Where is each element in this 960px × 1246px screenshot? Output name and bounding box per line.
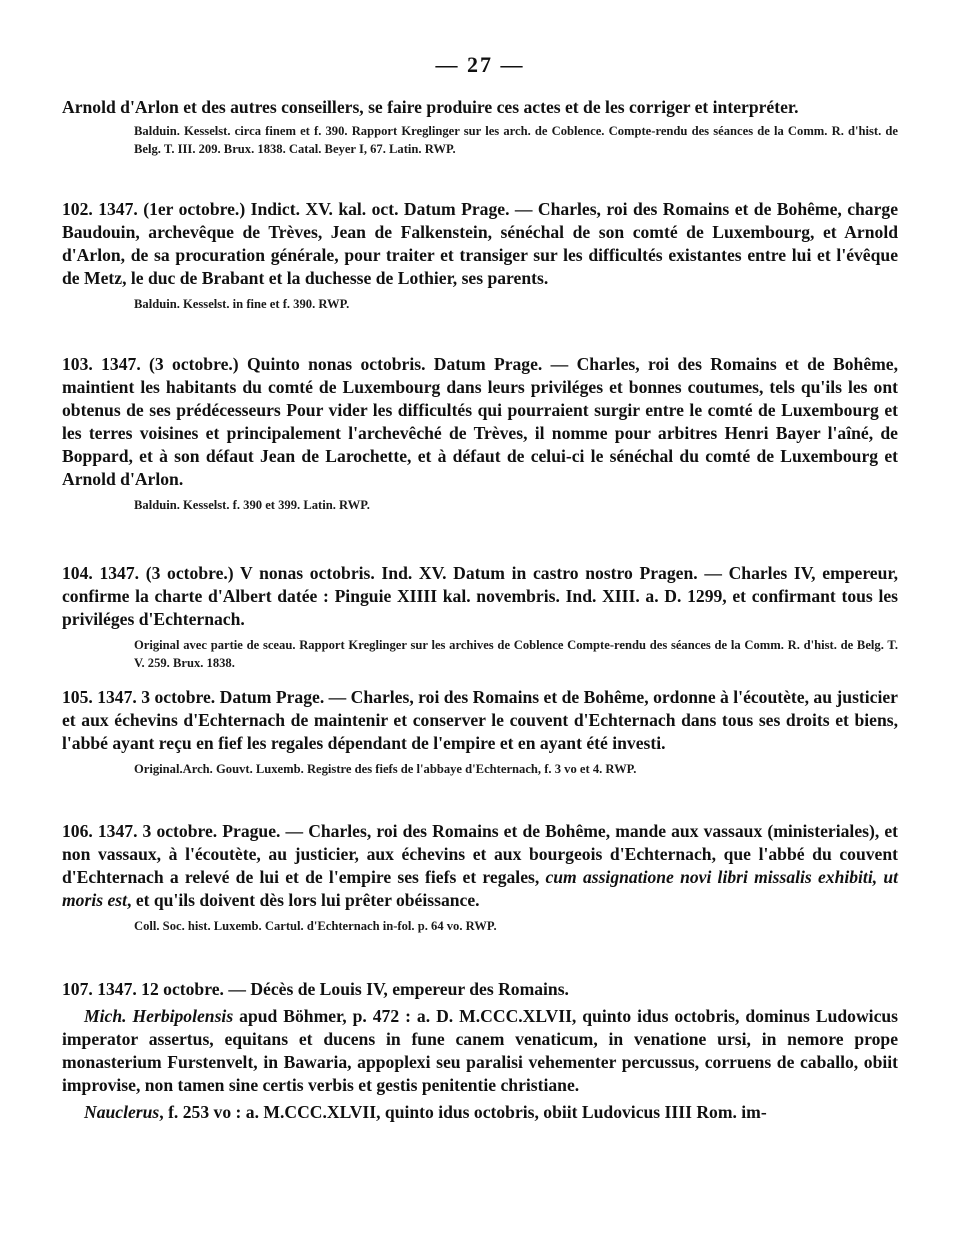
entry-heading: 103. 1347. (3 octobre.) Quinto nonas octobris. Datum Prage. [62, 354, 543, 374]
entry-104 [62, 562, 898, 672]
entry-source: Balduin. Kesselst. f. 390 et 399. Latin. RWP. [134, 498, 370, 512]
entry-text [62, 686, 898, 755]
page-number: — 27 — [435, 52, 525, 77]
entry-continuation [62, 96, 898, 158]
entry-text: Arnold d'Arlon et des autres conseillers, se faire produire ces actes et de les corriger et interpréter. [62, 97, 799, 117]
quote-author: Mich. Herbipolensis [84, 1006, 234, 1026]
entry-103 [62, 353, 898, 514]
entry-heading: 102. 1347. (1er octobre.) Indict. XV. kal. oct. Datum Prage. [62, 199, 510, 219]
entry-107 [62, 978, 898, 1124]
quote-text: apud Böhmer, p. 472 : a. D. M.CCC.XLVII, quinto idus octobris, dominus Ludowicus imperator assertus, equitans et ducens in fune canem venaticum, in venatione ursi, in nemore prope monasterium Furstenvelt, in Bawaria, appoplexi seu paralisi vehementer percussus, corruens de caballo, obiit improvise, non tamen sine certis verbis et gestis penitentie christiane. [62, 1006, 899, 1095]
entry-body: — Charles, roi des Romains et de Bohême, maintient les habitants du comté de Luxembourg dans leurs priviléges et bonnes coutumes, tels qu'ils les ont obtenus de ses prédécesseurs Pour vider les difficultés qui pourraient surgir entre le comté de Luxembourg et les terres voisines et principalement l'archevêché de Trèves, il nomme pour arbitres Henri Bayer l'aîné, de Boppard, et à son défaut Jean de Larochette, et à défaut de celui-ci le sénéchal du comté de Luxembourg et Arnold d'Arlon. [62, 354, 898, 489]
entry-body: — Décès de Louis IV, empereur des Romains. [223, 979, 569, 999]
entry-body: — Charles, roi des Romains et de Bohême, mande aux vassaux (ministeriales), et non vassaux, à l'écoutète, au justicier, aux échevins et aux bourgeois d'Echternach, que l'abbé du couvent d'Echternach a relevé de lui et de l'empire ses fiefs et regales, [62, 821, 898, 887]
entry-heading: 105. 1347. 3 octobre. Datum Prage. [62, 687, 325, 707]
entry-text [62, 198, 898, 290]
entry-source: Original avec partie de sceau. Rapport Kreglinger sur les archives de Coblence Compte-rendu des séances de la Comm. R. d'hist. de Belg. T. V. 259. Brux. 1838. [134, 638, 898, 670]
entry-source: Coll. Soc. hist. Luxemb. Cartul. d'Echternach in-fol. p. 64 vo. RWP. [134, 919, 497, 933]
entry-text [62, 353, 898, 491]
entry-body: — Charles, roi des Romains et de Bohême, ordonne à l'écoutète, au justicier et aux échevins d'Echternach de maintenir et conserver le couvent d'Echternach dans tous ses droits et biens, l'abbé ayant reçu en fief les regales dépendant de l'empire et en ayant été investi. [62, 687, 898, 753]
entry-body-end: , et qu'ils doivent dès lors lui prêter obéissance. [127, 890, 480, 910]
entry-heading: 104. 1347. (3 octobre.) V nonas octobris. Ind. XV. Datum in castro nostro Pragen. [62, 563, 698, 583]
entry-text [62, 562, 898, 631]
entry-text [62, 978, 898, 1001]
quote-author: Nauclerus [84, 1102, 160, 1122]
entry-105 [62, 686, 898, 778]
entry-heading: 106. 1347. 3 octobre. Prague. [62, 821, 281, 841]
quote-text: , f. 253 vo : a. M.CCC.XLVII, quinto idus octobris, obiit Ludovicus IIII Rom. im- [159, 1102, 767, 1122]
quotation-nauclerus [62, 1101, 898, 1124]
quotation-herbipolensis [62, 1005, 898, 1097]
entry-106 [62, 820, 898, 935]
entry-source: Balduin. Kesselst. circa finem et f. 390. Rapport Kreglinger sur les arch. de Coblence. Compte-rendu des séances de la Comm. R. d'hist. de Belg. T. III. 209. Brux. 1838. Catal. Beyer I, 67. Latin. RWP. [134, 124, 898, 156]
entry-source: Original.Arch. Gouvt. Luxemb. Registre des fiefs de l'abbaye d'Echternach, f. 3 vo et 4. RWP. [134, 762, 637, 776]
latin-phrase: cum assignatione novi libri missalis exhibiti, ut moris est [62, 867, 898, 910]
entry-source: Balduin. Kesselst. in fine et f. 390. RWP. [134, 297, 350, 311]
entry-body: — Charles IV, empereur, confirme la charte d'Albert datée : Pinguie XIIII kal. novembris. Ind. XIII. a. D. 1299, et confirmant tous les priviléges d'Echternach. [62, 563, 898, 629]
entry-heading: 107. 1347. 12 octobre. [62, 979, 224, 999]
entry-text [62, 820, 898, 912]
entry-body: — Charles, roi des Romains et de Bohême, charge Baudouin, archevêque de Trèves, Jean de Falkenstein, sénéchal de son comté de Luxembourg, et Arnold d'Arlon, de sa procuration générale, pour traiter et transiger sur les difficultés existantes entre lui et l'évêque de Metz, le duc de Brabant et la duchesse de Lothier, ses parents. [62, 199, 898, 288]
entry-102 [62, 198, 898, 313]
